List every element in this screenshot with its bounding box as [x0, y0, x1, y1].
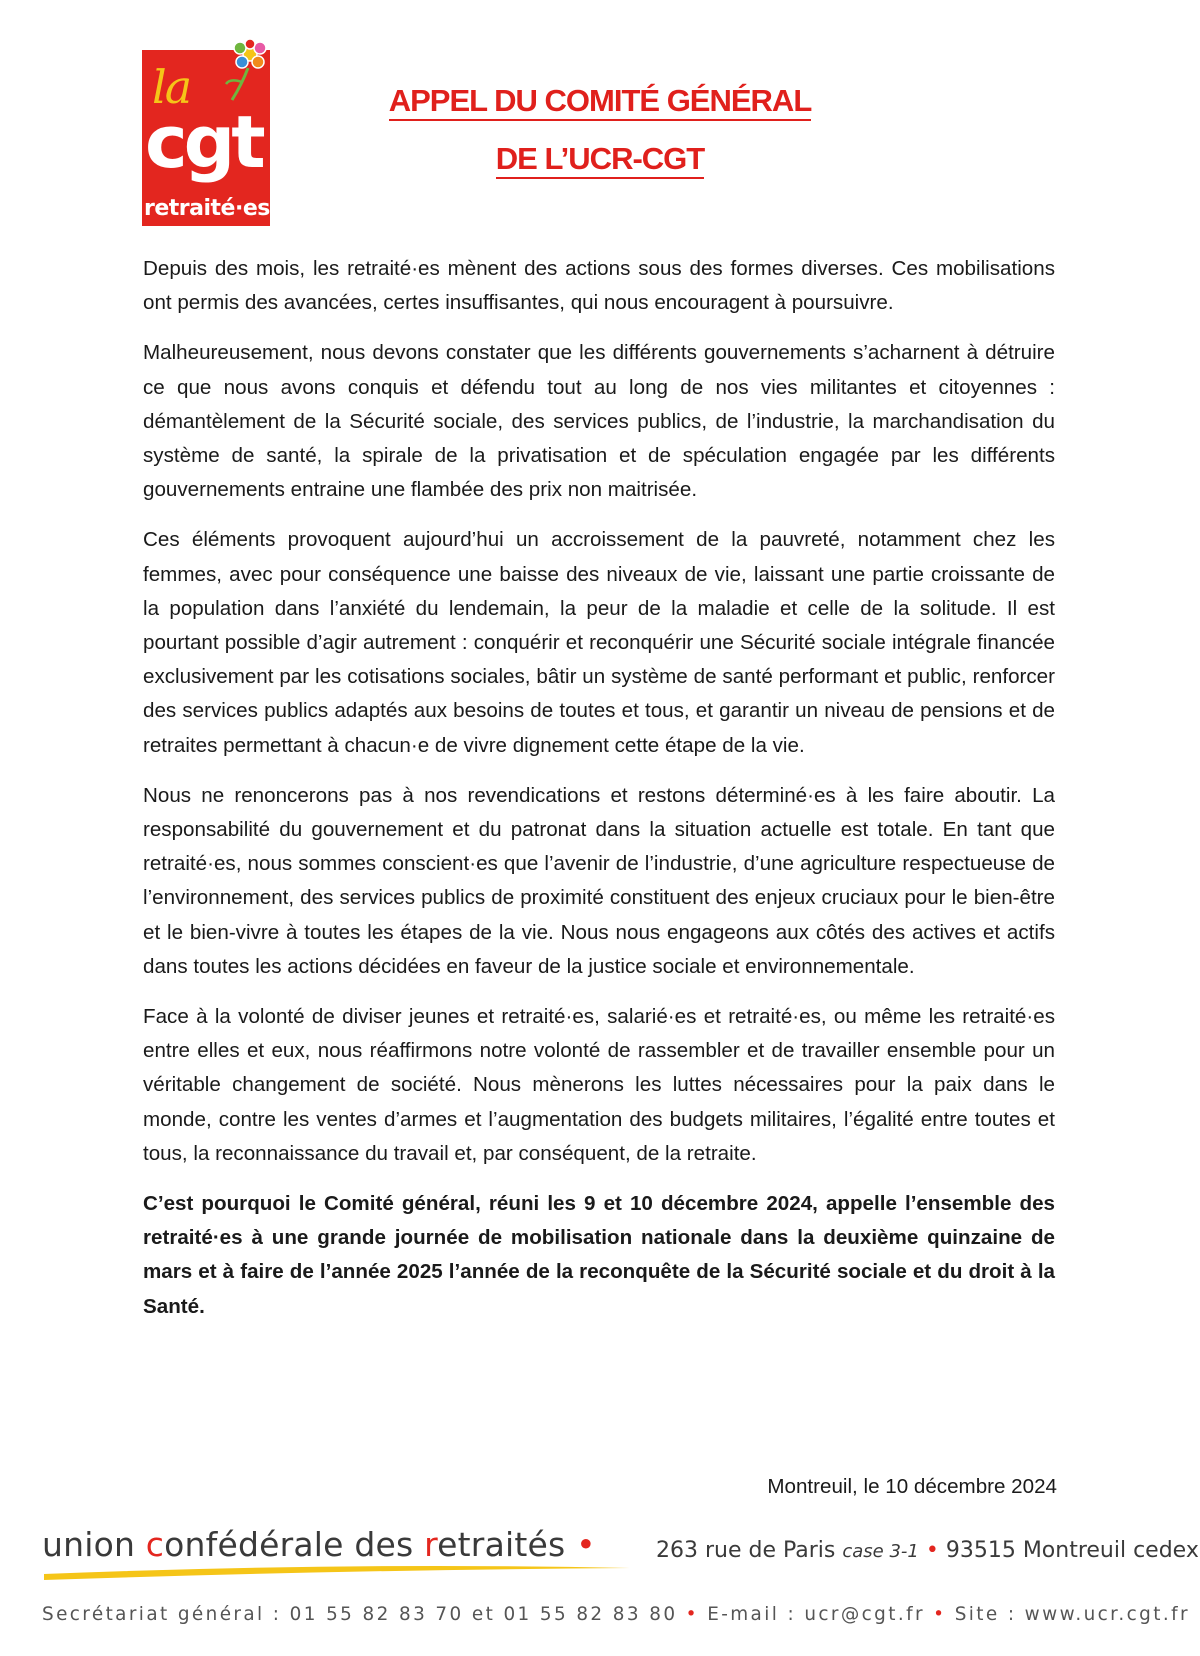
- org-part-1: union: [42, 1525, 146, 1564]
- title-text-1: APPEL DU COMITÉ GÉNÉRAL: [389, 83, 812, 121]
- letter-body: [143, 252, 1055, 1340]
- logo-cgt: cgt: [145, 100, 262, 184]
- org-part-2: onfédérale des: [164, 1525, 425, 1564]
- org-highlight-c: c: [145, 1525, 165, 1564]
- footer-email-link[interactable]: E-mail : ucr@cgt.fr: [707, 1604, 925, 1625]
- footer-org-name: [42, 1525, 596, 1564]
- flower-icon: [220, 34, 280, 104]
- footer-swoosh-decoration: [42, 1560, 632, 1582]
- footer-address: [656, 1538, 1199, 1563]
- contact-bullet-2: •: [924, 1604, 955, 1625]
- logo-la: la: [152, 60, 191, 114]
- signature-date: Montreuil, le 10 décembre 2024: [767, 1475, 1057, 1498]
- paragraph-3: Ces éléments provoquent aujourd’hui un accroissement de la pauvreté, notamment chez les femmes, avec pour conséquence une baisse des niveaux de vie, laissant une partie croissante de la population dans l’anxiété du lendemain, la peur de la maladie et celle de la solitude. Il est pourtant possible d’agir autrement : conquérir et reconquérir une Sécurité sociale intégrale financée exclusivement par les cotisations sociales, bâtir un système de santé performant et public, renforcer des services publics adaptés aux besoins de toutes et tous, et garantir un niveau de pensions et de retraites permettant à chacun·e de vivre dignement cette étape de la vie.: [143, 528, 1055, 757]
- page-title-line1: [330, 84, 870, 118]
- paragraph-4: Nous ne renoncerons pas à nos revendications et restons déterminé·es à les faire aboutir. La responsabilité du gouvernement et du patronat dans la situation actuelle est totale. En tant que retraité·es, nous sommes conscient·es que l’avenir de l’industrie, d’une agriculture respectueuse de l’environnement, des services publics de proximité constituent des enjeux cruciaux pour le bien-être et le bien-vivre à toutes les étapes de la vie. Nous nous engageons aux côtés des actives et actifs dans toutes les actions décidées en faveur de la justice sociale et environnementale.: [143, 783, 1055, 978]
- address-case: case 3-1: [842, 1541, 919, 1562]
- cgt-retraites-logo: [142, 50, 270, 226]
- org-part-3: etraités: [437, 1525, 566, 1564]
- paragraph-5: Face à la volonté de diviser jeunes et retraité·es, salarié·es et retraité·es, ou même les retraité·es entre elles et eux, nous réaffirmons notre volonté de rassembler et de travailler ensemble pour un véritable changement de société. Nous mènerons les luttes nécessaires pour la paix dans le monde, contre les ventes d’armes et l’augmentation des budgets militaires, l’égalité entre toutes et tous, la reconnaissance du travail et, par conséquent, de la retraite.: [143, 1005, 1055, 1165]
- page-title-line2: [330, 142, 870, 176]
- footer-contacts: [42, 1604, 1190, 1625]
- title-text-2: DE L’UCR-CGT: [496, 141, 704, 179]
- address-bullet: •: [918, 1538, 946, 1563]
- contact-bullet-1: •: [677, 1604, 708, 1625]
- footer-site-link[interactable]: Site : www.ucr.cgt.fr: [954, 1604, 1190, 1625]
- paragraph-1: Depuis des mois, les retraité·es mènent des actions sous des formes diverses. Ces mobilisations ont permis des avancées, certes insuffisantes, qui nous encouragent à poursuivre.: [143, 257, 1055, 315]
- footer-secretariat: Secrétariat général : 01 55 82 83 70 et 01 55 82 83 80: [42, 1604, 678, 1625]
- conclusion-paragraph: C’est pourquoi le Comité général, réuni les 9 et 10 décembre 2024, appelle l’ensemble des retraité·es à une grande journée de mobilisation nationale dans la deuxième quinzaine de mars et à faire de l’année 2025 l’année de la reconquête de la Sécurité sociale et du droit à la Santé.: [143, 1192, 1055, 1318]
- address-city: 93515 Montreuil cedex: [945, 1538, 1199, 1563]
- logo-retraites: retraité·es: [144, 196, 270, 221]
- paragraph-2: Malheureusement, nous devons constater que les différents gouvernements s’acharnent à détruire ce que nous avons conquis et défendu tout au long de nos vies militantes et citoyennes : démantèlement de la Sécurité sociale, des services publics, de l’industrie, la marchandisation du système de santé, la spirale de la privatisation et de spéculation engagée par les différents gouvernements entraine une flambée des prix non maitrisée.: [143, 341, 1055, 502]
- org-bullet: •: [565, 1525, 596, 1564]
- address-street: 263 rue de Paris: [656, 1538, 843, 1563]
- org-highlight-r: r: [424, 1525, 438, 1564]
